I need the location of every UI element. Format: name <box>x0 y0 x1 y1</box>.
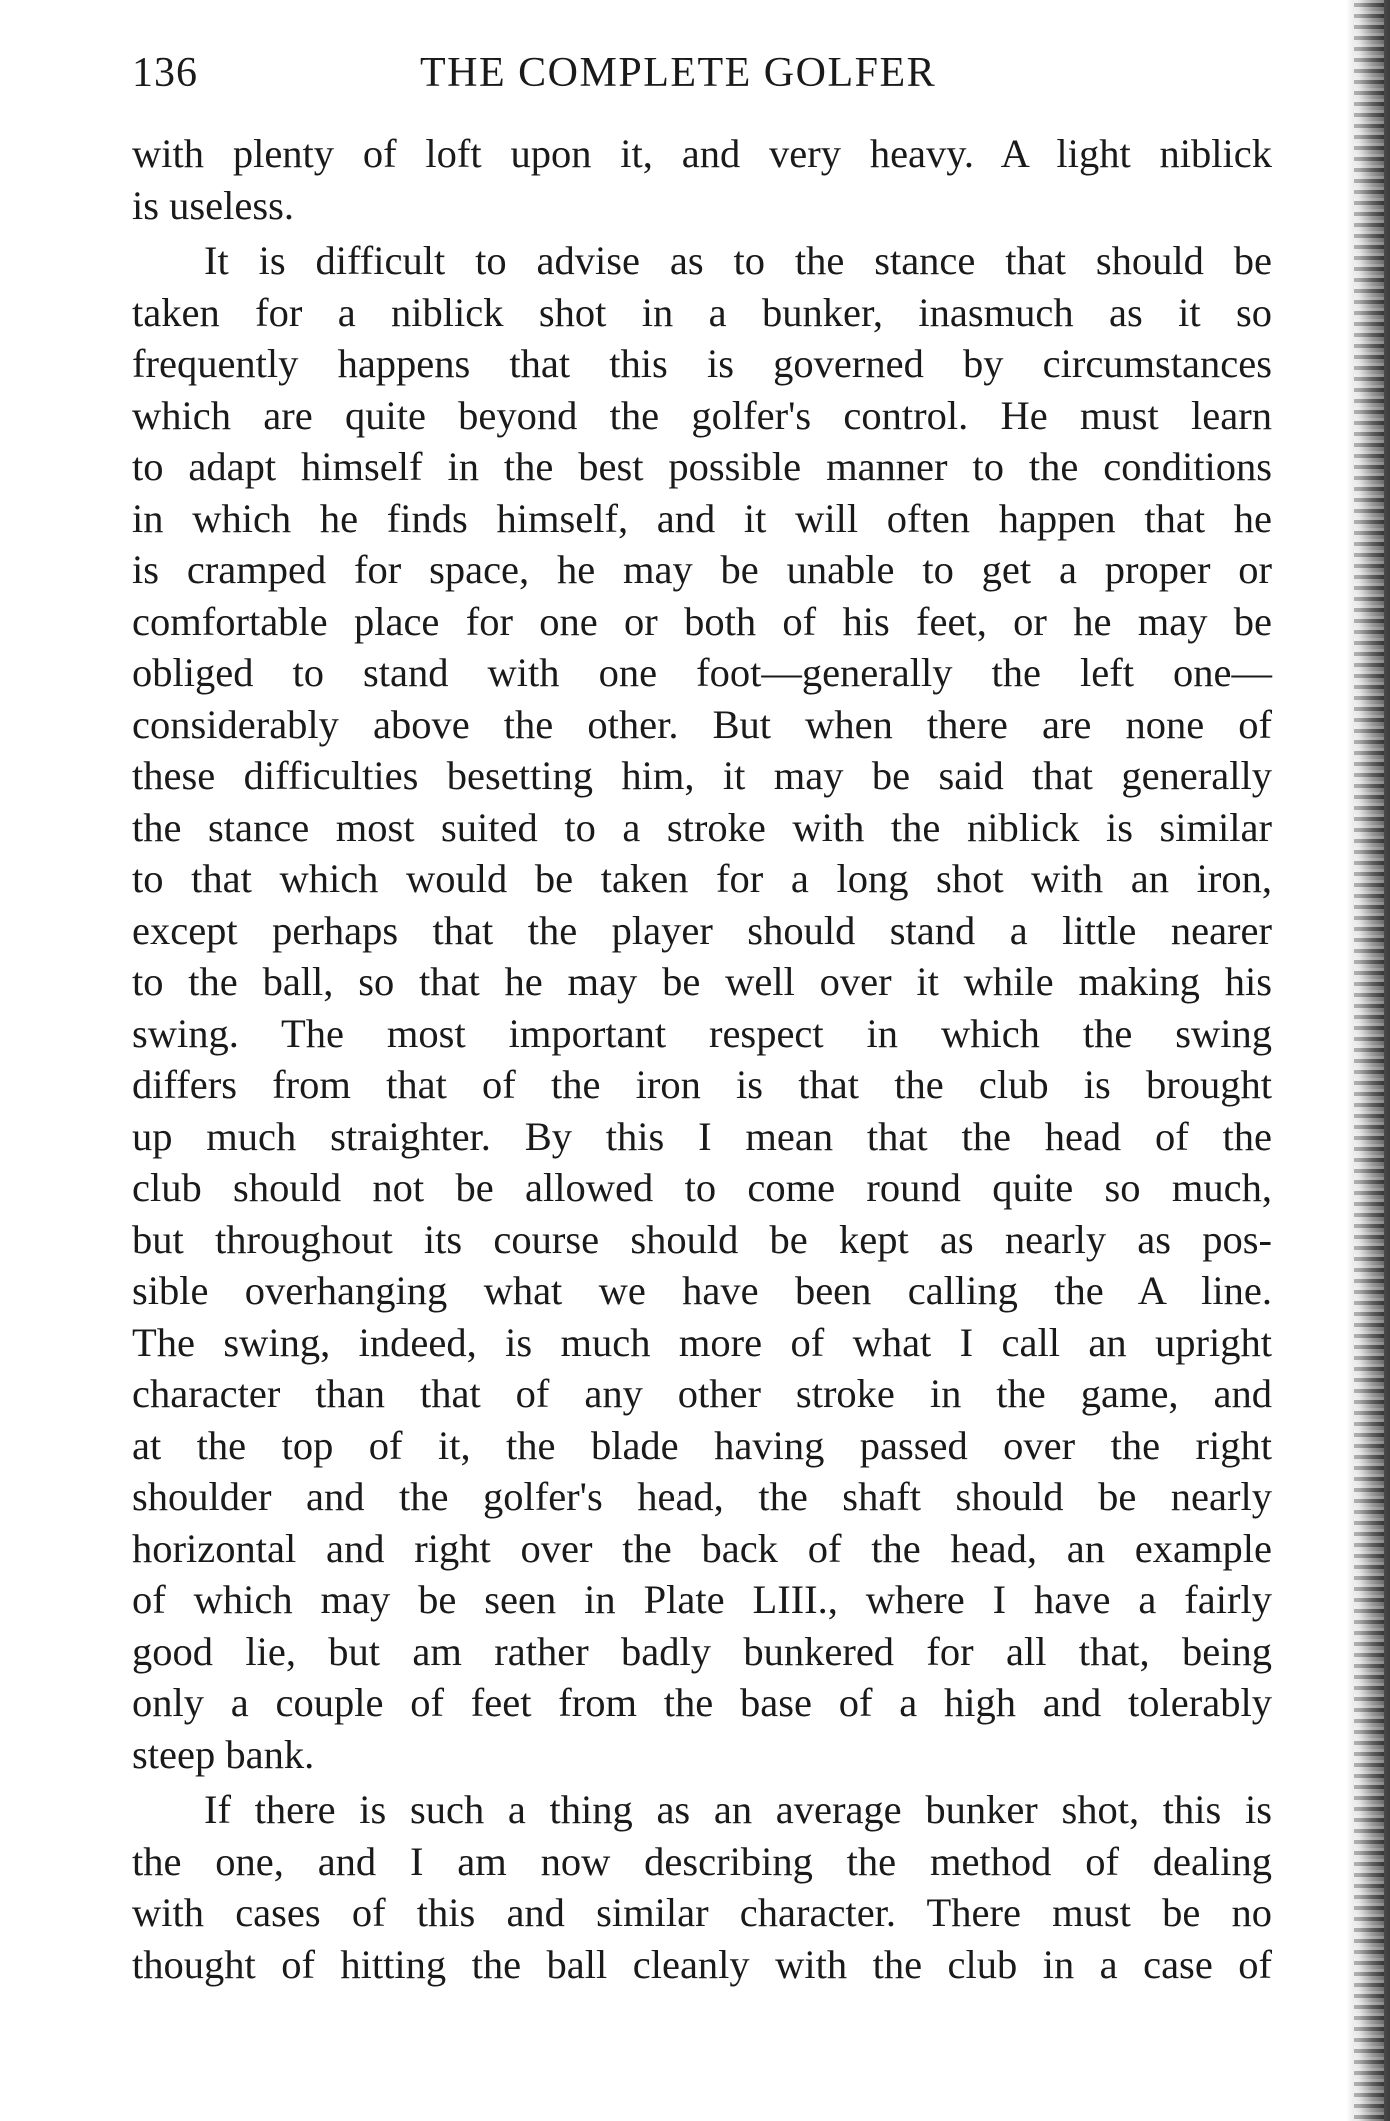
text-line: considerably above the other. But when there are none of <box>132 701 1272 747</box>
text-line: obliged to stand with one foot—generally the left one— <box>132 650 1272 695</box>
text-line: thought of hitting the ball cleanly with the club in a case of <box>132 1941 1272 1987</box>
text-line: which are quite beyond the golfer's control. He must learn <box>132 392 1272 438</box>
running-head-title: THE COMPLETE GOLFER <box>420 50 937 96</box>
page-edge-texture <box>1354 0 1384 2121</box>
text-line: to the ball, so that he may be well over it while making his <box>132 959 1272 1004</box>
text-line: only a couple of feet from the base of a high and tolerably <box>132 1680 1272 1725</box>
text-line: differs from that of the iron is that the club is brought <box>132 1062 1272 1107</box>
text-line: swing. The most important respect in which the swing <box>132 1010 1272 1056</box>
text-line: horizontal and right over the back of the head, an example <box>132 1525 1272 1571</box>
text-line: taken for a niblick shot in a bunker, inasmuch as it so <box>132 289 1272 335</box>
text-line: the stance most suited to a stroke with the niblick is similar <box>132 804 1272 850</box>
text-line: steep bank. <box>132 1731 315 1777</box>
text-line: with cases of this and similar character. There must be no <box>132 1890 1272 1935</box>
paragraph <box>132 1784 1272 1990</box>
text-line: It is difficult to advise as to the stance that should be <box>204 238 1272 283</box>
text-line: at the top of it, the blade having passed over the right <box>132 1422 1272 1468</box>
text-line: of which may be seen in Plate LIII., where I have a fairly <box>132 1577 1272 1622</box>
text-line: sible overhanging what we have been calling the A line. <box>132 1268 1272 1313</box>
text-line: but throughout its course should be kept as nearly as pos- <box>132 1216 1272 1262</box>
text-line: to that which would be taken for a long shot with an iron, <box>132 856 1272 901</box>
text-line: good lie, but am rather badly bunkered for all that, being <box>132 1628 1272 1674</box>
paragraph <box>132 128 1272 231</box>
text-line: to adapt himself in the best possible manner to the conditions <box>132 444 1272 489</box>
page-header <box>128 38 1028 108</box>
text-line: with plenty of loft upon it, and very heavy. A light niblick <box>132 131 1272 176</box>
text-line: frequently happens that this is governed by circumstances <box>132 341 1272 386</box>
text-line: club should not be allowed to come round quite so much, <box>132 1165 1272 1210</box>
text-line: shoulder and the golfer's head, the shaft should be nearly <box>132 1474 1272 1519</box>
text-line: except perhaps that the player should stand a little nearer <box>132 907 1272 953</box>
text-line: is useless. <box>132 182 294 228</box>
body-text <box>132 128 1272 1990</box>
text-line: If there is such a thing as an average bunker shot, this is <box>204 1787 1272 1832</box>
text-line: The swing, indeed, is much more of what I call an upright <box>132 1319 1272 1365</box>
text-line: in which he finds himself, and it will often happen that he <box>132 495 1272 541</box>
page-number: 136 <box>132 50 198 96</box>
text-line: is cramped for space, he may be unable to get a proper or <box>132 547 1272 592</box>
text-line: character than that of any other stroke in the game, and <box>132 1371 1272 1416</box>
text-line: comfortable place for one or both of his feet, or he may be <box>132 598 1272 644</box>
paragraph <box>132 235 1272 1780</box>
text-line: the one, and I am now describing the method of dealing <box>132 1838 1272 1884</box>
text-line: up much straighter. By this I mean that the head of the <box>132 1113 1272 1159</box>
text-line: these difficulties besetting him, it may be said that generally <box>132 753 1272 798</box>
